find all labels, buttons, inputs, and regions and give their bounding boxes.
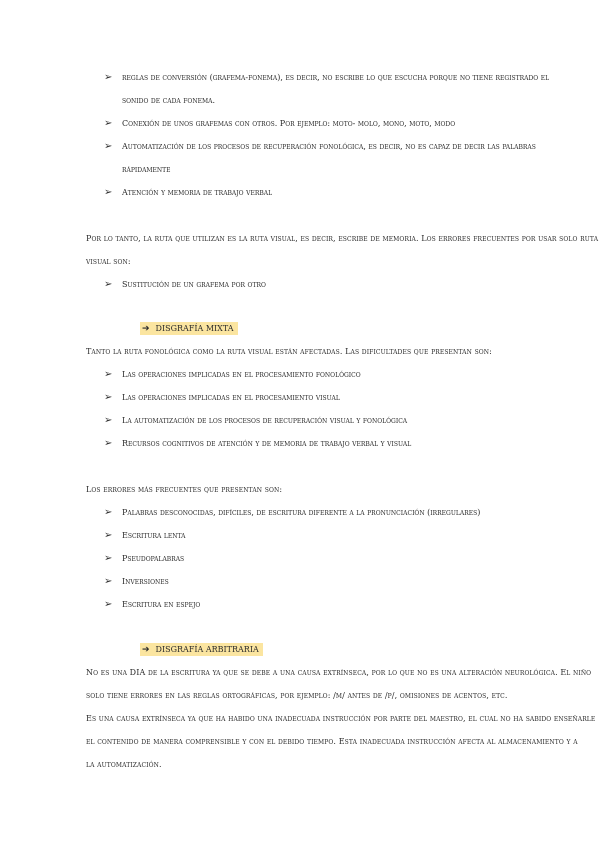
section-title: DISGRAFÍA MIXTA [155, 324, 234, 333]
section-heading-arbitraria [140, 643, 263, 656]
paragraph-line: el contenido de manera comprensible y con el debido tiempo. Esta inadecuada instrucción afecta al almacenamiento y a [86, 737, 578, 746]
bullet-icon: ➢ [104, 553, 113, 564]
list-item-line: Palabras desconocidas, difíciles, de escritura diferente a la pronunciación (irregulares) [122, 508, 481, 517]
bullet-icon: ➢ [104, 369, 113, 380]
arrow-right-icon: ➔ [142, 324, 150, 334]
list-item-line: Atención y memoria de trabajo verbal [122, 188, 273, 197]
list-item-line: Inversiones [122, 577, 169, 586]
bullet-icon: ➢ [104, 530, 113, 541]
bullet-icon: ➢ [104, 279, 113, 290]
paragraph-line: la automatización. [86, 760, 162, 769]
bullet-icon: ➢ [104, 72, 113, 83]
bullet-icon: ➢ [104, 415, 113, 426]
paragraph-line: Es una causa extrínseca ya que ha habido una inadecuada instrucción por parte del maestro, el cual no ha sabido enseñarle [86, 714, 596, 723]
bullet-icon: ➢ [104, 187, 113, 198]
list-item-line: Sustitución de un grafema por otro [122, 280, 266, 289]
paragraph-line: No es una DIA de la escritura ya que se debe a una causa extrínseca, por lo que no es una alteración neurológica. El niño [86, 668, 592, 677]
list-item-line: Las operaciones implicadas en el procesamiento fonológico [122, 370, 361, 379]
bullet-icon: ➢ [104, 438, 113, 449]
bullet-icon: ➢ [104, 118, 113, 129]
section-title: DISGRAFÍA ARBITRARIA [155, 645, 259, 654]
list-item-line: Recursos cognitivos de atención y de memoria de trabajo verbal y visual [122, 439, 412, 448]
paragraph-line: solo tiene errores en las reglas ortográficas, por ejemplo: /m/ antes de /p/, omisiones de acentos, etc. [86, 691, 508, 700]
list-item-line: Pseudopalabras [122, 554, 185, 563]
list-item-line: Conexión de unos grafemas con otros. Por ejemplo: moto- molo, mono, moto, modo [122, 119, 456, 128]
list-item-line: La automatización de los procesos de recuperación visual y fonológica [122, 416, 408, 425]
arrow-right-icon: ➔ [142, 645, 150, 655]
paragraph-line: Los errores más frecuentes que presentan son: [86, 485, 283, 494]
list-item-line: Automatización de los procesos de recuperación fonológica, es decir, no es capaz de decir las palabras [122, 142, 536, 151]
list-item-line: Las operaciones implicadas en el procesamiento visual [122, 393, 340, 402]
bullet-icon: ➢ [104, 599, 113, 610]
section-heading-mixta [140, 322, 238, 335]
list-item-line: Escritura lenta [122, 531, 186, 540]
bullet-icon: ➢ [104, 507, 113, 518]
paragraph-line: Tanto la ruta fonológica como la ruta visual están afectadas. Las dificultades que presentan son: [86, 347, 492, 356]
list-item-line: Escritura en espejo [122, 600, 201, 609]
bullet-icon: ➢ [104, 141, 113, 152]
paragraph-line: Por lo tanto, la ruta que utilizan es la ruta visual, es decir, escribe de memoria. Los errores frecuentes por usar solo ruta [86, 234, 599, 243]
list-item-line: sonido de cada fonema. [122, 96, 215, 105]
list-item-line: reglas de conversión (grafema-fonema), es decir, no escribe lo que escucha porque no tiene registrado el [122, 73, 550, 82]
list-item-line: rápidamente [122, 165, 171, 174]
paragraph-line: visual son: [86, 257, 131, 266]
bullet-icon: ➢ [104, 576, 113, 587]
bullet-icon: ➢ [104, 392, 113, 403]
